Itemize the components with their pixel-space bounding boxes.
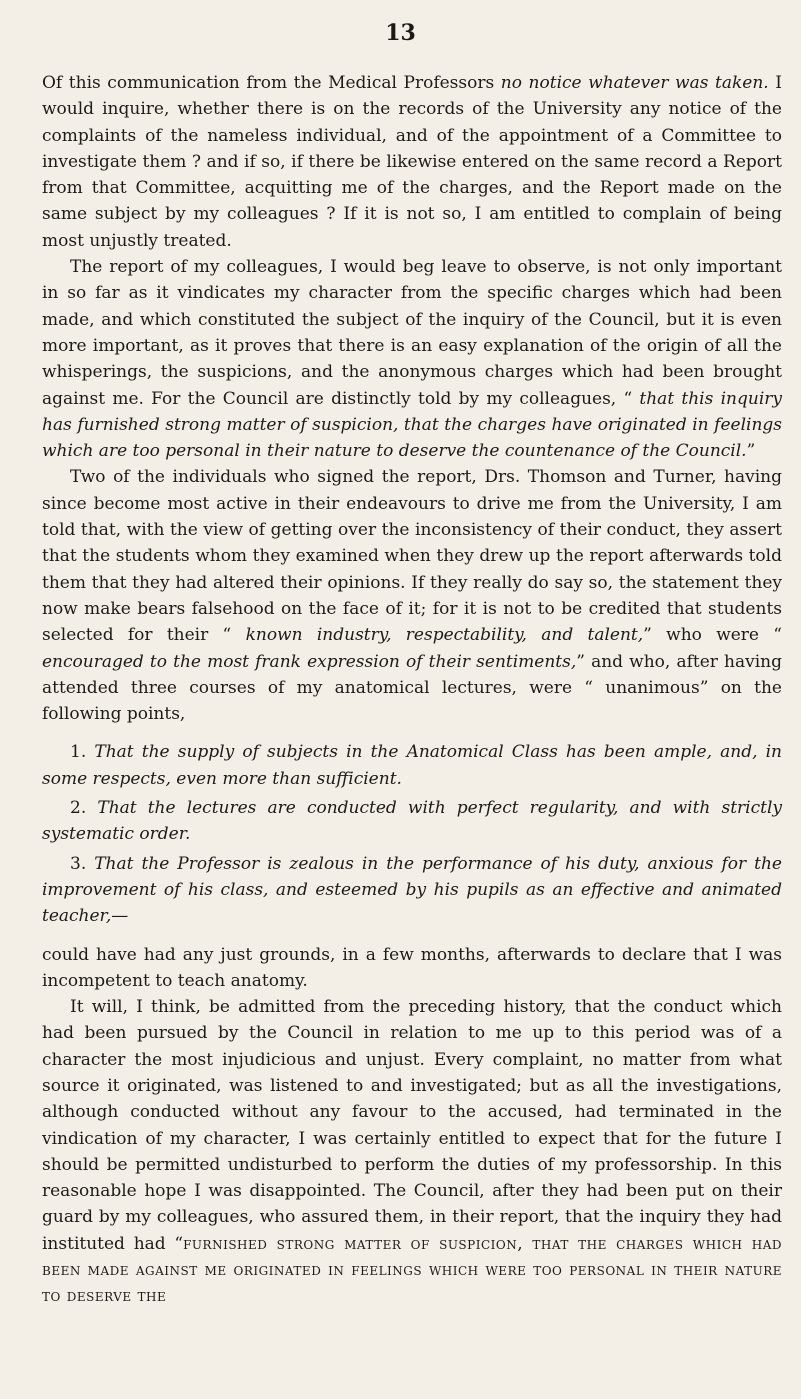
paragraph: could have had any just grounds, in a few months, afterwards to declare that I was incompetent to teach anatomy. [42,944,782,991]
small-caps-quote: furnished strong matter of suspicion, that the charges which had been made against me originated in feelings which were too personal in their nature to deserve the [42,1233,782,1307]
list-number: 3. [70,853,87,874]
text-run: Two of the individuals who signed the report, Drs. Thomson and Turner, having since become most active in their endeavours to drive me from the University, I am told that, with the view of getting over the inconsistency of their conduct, they assert that the students whom they examined when they drew up the report afterwards told them that they had altered their opinions. If they really do say so, the statement they now make bears falsehood on the face of it; for it is not to be credited that students selected for their “ [42,467,782,646]
text-run: ” [746,441,756,462]
text-run: ” who were “ [643,625,782,646]
list-item [42,851,782,930]
list-item [42,795,782,848]
paragraph [42,994,782,1310]
numbered-points [42,739,782,929]
list-text: That the lectures are conducted with perfect regularity, and with strictly systematic order. [42,798,782,845]
list-text: That the Professor is zealous in the performance of his duty, anxious for the improvement of his class, and esteemed by his pupils as an effective and animated teacher,— [42,853,782,927]
text-run-italic: encouraged to the most frank expression of their sentiments, [42,651,577,672]
list-number: 2. [70,798,87,819]
text-run: I would inquire, whether there is on the records of the University any notice of the complaints of the nameless individual, and of the appointment of a Committee to investigate them ? and if so, if there be likewise entered on the same record a Report from that Committee, acquitting me of the charges, and the Report made on the same subject by my colleagues ? If it is not so, I am entitled to complain of being most unjustly treated. [42,73,783,251]
body-text [42,70,782,1310]
list-text: That the supply of subjects in the Anatomical Class has been ample, and, in some respects, even more than sufficient. [42,742,783,789]
list-item [42,739,782,792]
text-run: The report of my colleagues, I would beg leave to observe, is not only important in so far as it vindicates my character from the specific charges which had been made, and which constituted the subject of the inquiry of the Council, but it is even more important, as it proves that there is an easy explanation of the origin of all the whisperings, the suspicions, and the anonymous charges which had been brought against me. For the Council are distinctly told by my colleagues, “ [42,257,782,409]
list-number: 1. [70,742,87,763]
text-run-italic: that this inquiry has furnished strong matter of suspicion, that the charges have originated in feelings which are too personal in their nature to deserve the countenance of the Council. [42,388,782,462]
paragraph [42,70,782,254]
paragraph [42,254,782,464]
text-run: Of this communication from the Medical Professors [42,73,501,93]
text-run-italic: no notice whatever was taken. [500,73,769,93]
text-run: ” and who, after having attended three courses of my anatomical lectures, were “ unanimous” on the following points, [42,651,782,725]
text-run: It will, I think, be admitted from the preceding history, that the conduct which had been pursued by the Council in relation to me up to this period was of a character the most injudicious and unjust. Every complaint, no matter from what source it originated, was listened to and investigated; but as all the investigations, although conducted without any favour to the accused, had terminated in the vindication of my character, I was certainly entitled to expect that for the future I should be permitted undisturbed to perform the duties of my professorship. In this reasonable hope I was disappointed. The Council, after they had been put on their guard by my colleagues, who assured them, in their report, that the inquiry they had instituted had “ [42,997,782,1254]
text-run-italic: known industry, respectability, and talent, [245,625,644,646]
page-number: 13 [385,20,416,46]
paragraph [42,464,782,727]
